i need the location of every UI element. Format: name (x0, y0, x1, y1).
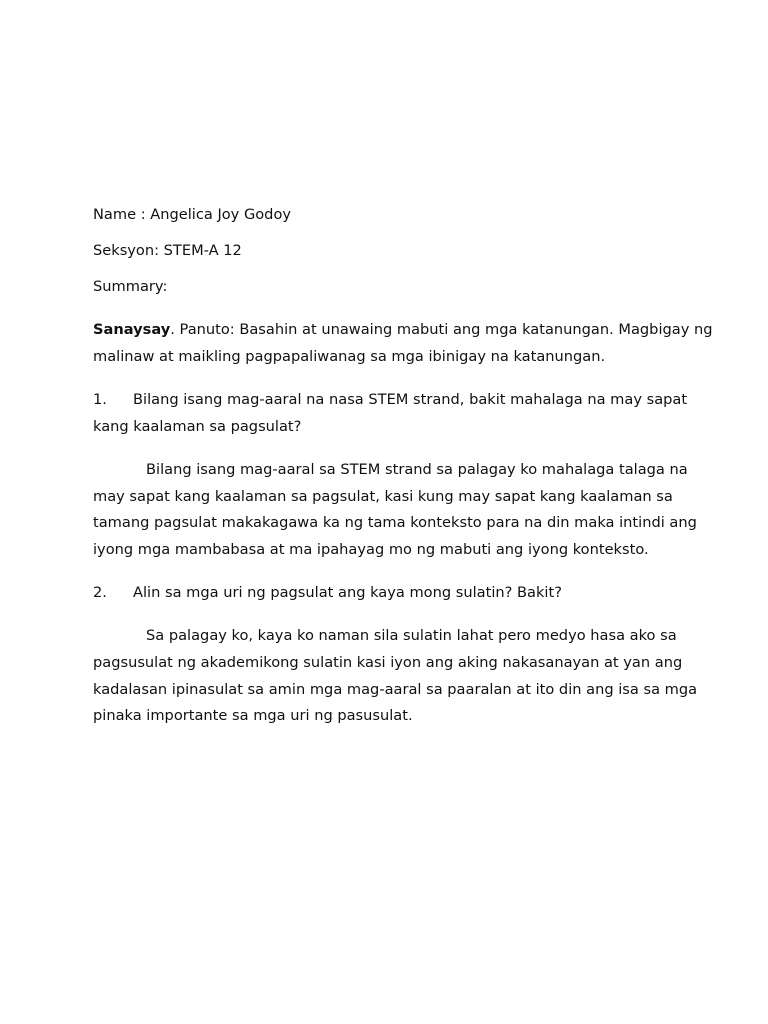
question-1-line-1: Bilang isang mag-aaral na nasa STEM strand, bakit mahalaga na may sapat (133, 391, 688, 408)
instructions-heading: Sanaysay (93, 321, 171, 338)
answer-1-line-4: iyong mga mambabasa at ma ipahayag mo ng mabuti ang iyong konteksto. (93, 541, 649, 558)
answer-2-line-4: pinaka importante sa mga uri ng pasusulat. (93, 707, 413, 724)
answer-1-line-1: Bilang isang mag-aaral sa STEM strand sa palagay ko mahalaga talaga na (146, 461, 688, 478)
instructions-line-1 (93, 320, 713, 340)
answer-1-line-2: may sapat kang kaalaman sa pagsulat, kasi kung may sapat kang kaalaman sa (93, 488, 673, 505)
question-1-line-2: kang kaalaman sa pagsulat? (93, 418, 302, 435)
answer-2-line-2: pagsusulat ng akademikong sulatin kasi iyon ang aking nakasanayan at yan ang (93, 654, 683, 671)
question-1-number: 1. (93, 391, 107, 408)
question-2-line-1: Alin sa mga uri ng pagsulat ang kaya mong sulatin? Bakit? (133, 584, 562, 601)
question-2-number: 2. (93, 584, 107, 601)
section-line: Seksyon: STEM-A 12 (93, 242, 242, 259)
answer-1-line-3: tamang pagsulat makakagawa ka ng tama konteksto para na din maka intindi ang (93, 514, 697, 531)
instructions-line-1-text: . Panuto: Basahin at unawaing mabuti ang mga katanungan. Magbigay ng (170, 321, 713, 338)
name-line: Name : Angelica Joy Godoy (93, 206, 292, 223)
answer-2-line-3: kadalasan ipinasulat sa amin mga mag-aaral sa paaralan at ito din ang isa sa mga (93, 681, 698, 698)
instructions-line-2: malinaw at maikling pagpapaliwanag sa mga ibinigay na katanungan. (93, 348, 606, 365)
summary-label: Summary: (93, 278, 168, 295)
answer-2-line-1: Sa palagay ko, kaya ko naman sila sulatin lahat pero medyo hasa ako sa (146, 627, 677, 644)
